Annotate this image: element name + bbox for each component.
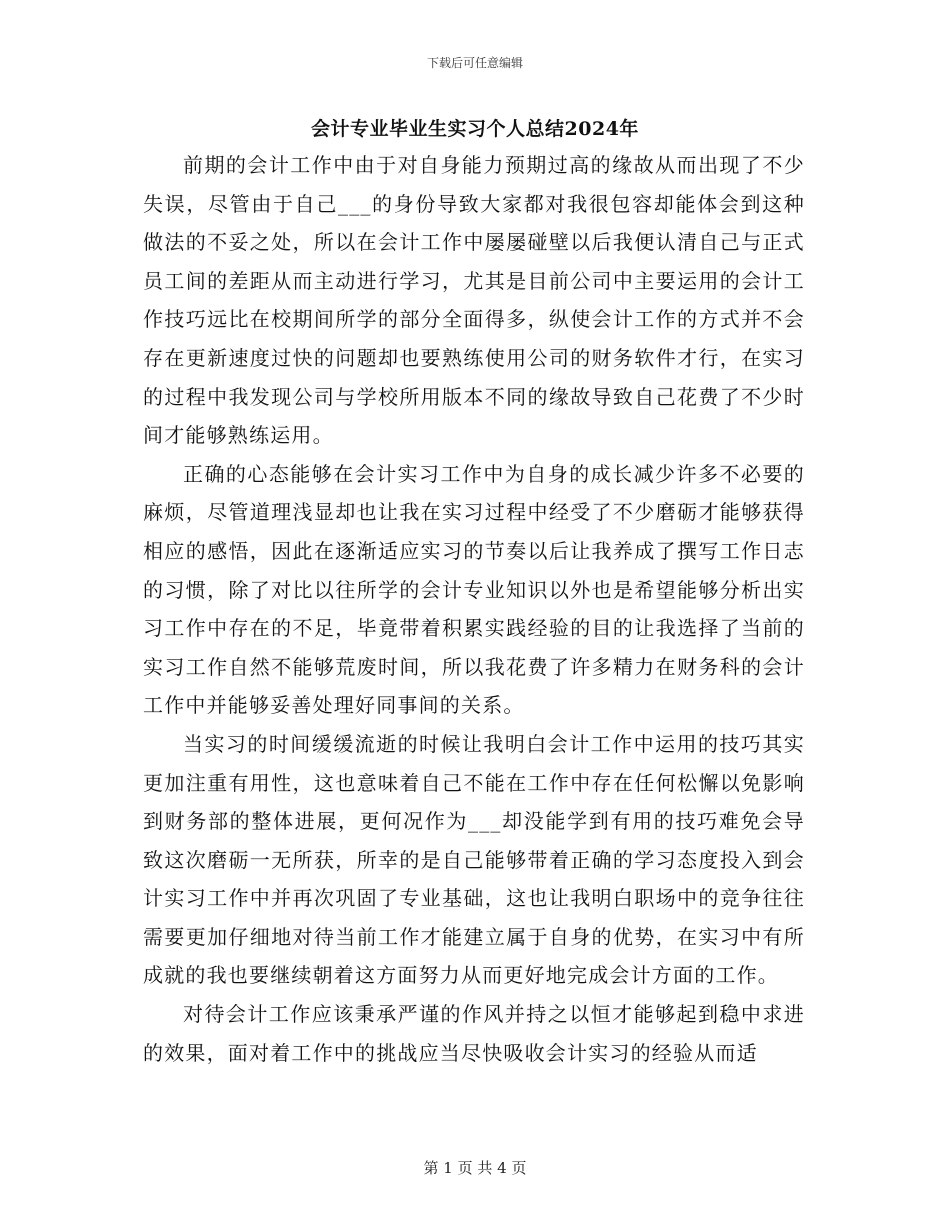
page-header: 下载后可任意编辑	[426, 56, 523, 70]
page-footer: 第 1 页 共 4 页	[423, 1159, 527, 1177]
paragraph-3: 当实习的时间缓缓流逝的时候让我明白会计工作中运用的技巧其实更加注重有用性，这也意味着自己不能在工作中存在任何松懈以免影响到财务部的整体进展，更何况作为___却没能学到有用的技巧难免会导致这次磨砺一无所获，所幸的是自己能够带着正确的学习态度投入到会计实习工作中并再次巩固了专业基础，这也让我明白职场中的竞争往往需要更加仔细地对待当前工作才能建立属于自身的优势，在实习中有所成就的我也要继续朝着这方面努力从而更好地完成会计方面的工作。	[143, 731, 805, 988]
paragraph-4: 对待会计工作应该秉承严谨的作风并持之以恒才能够起到稳中求进的效果，面对着工作中的挑战应当尽快吸收会计实习的经验从而适	[143, 1002, 805, 1065]
document-body	[143, 146, 805, 1072]
paragraph-1: 前期的会计工作中由于对自身能力预期过高的缘故从而出现了不少失误，尽管由于自己___的身份导致大家都对我很包容却能体会到这种做法的不妥之处，所以在会计工作中屡屡碰壁以后我便认清自己与正式员工间的差距从而主动进行学习，尤其是目前公司中主要运用的会计工作技巧远比在校期间所学的部分全面得多，纵使会计工作的方式并不会存在更新速度过快的问题却也要熟练使用公司的财务软件才行，在实习的过程中我发现公司与学校所用版本不同的缘故导致自己花费了不少时间才能够熟练运用。	[143, 153, 805, 448]
paragraph-2: 正确的心态能够在会计实习工作中为自身的成长减少许多不必要的麻烦，尽管道理浅显却也让我在实习过程中经受了不少磨砺才能够获得相应的感悟，因此在逐渐适应实习的节奏以后让我养成了撰写工作日志的习惯，除了对比以往所学的会计专业知识以外也是希望能够分析出实习工作中存在的不足，毕竟带着积累实践经验的目的让我选择了当前的实习工作自然不能够荒废时间，所以我花费了许多精力在财务科的会计工作中并能够妥善处理好同事间的关系。	[143, 461, 805, 718]
document-title: 会计专业毕业生实习个人总结2024年	[311, 118, 639, 140]
